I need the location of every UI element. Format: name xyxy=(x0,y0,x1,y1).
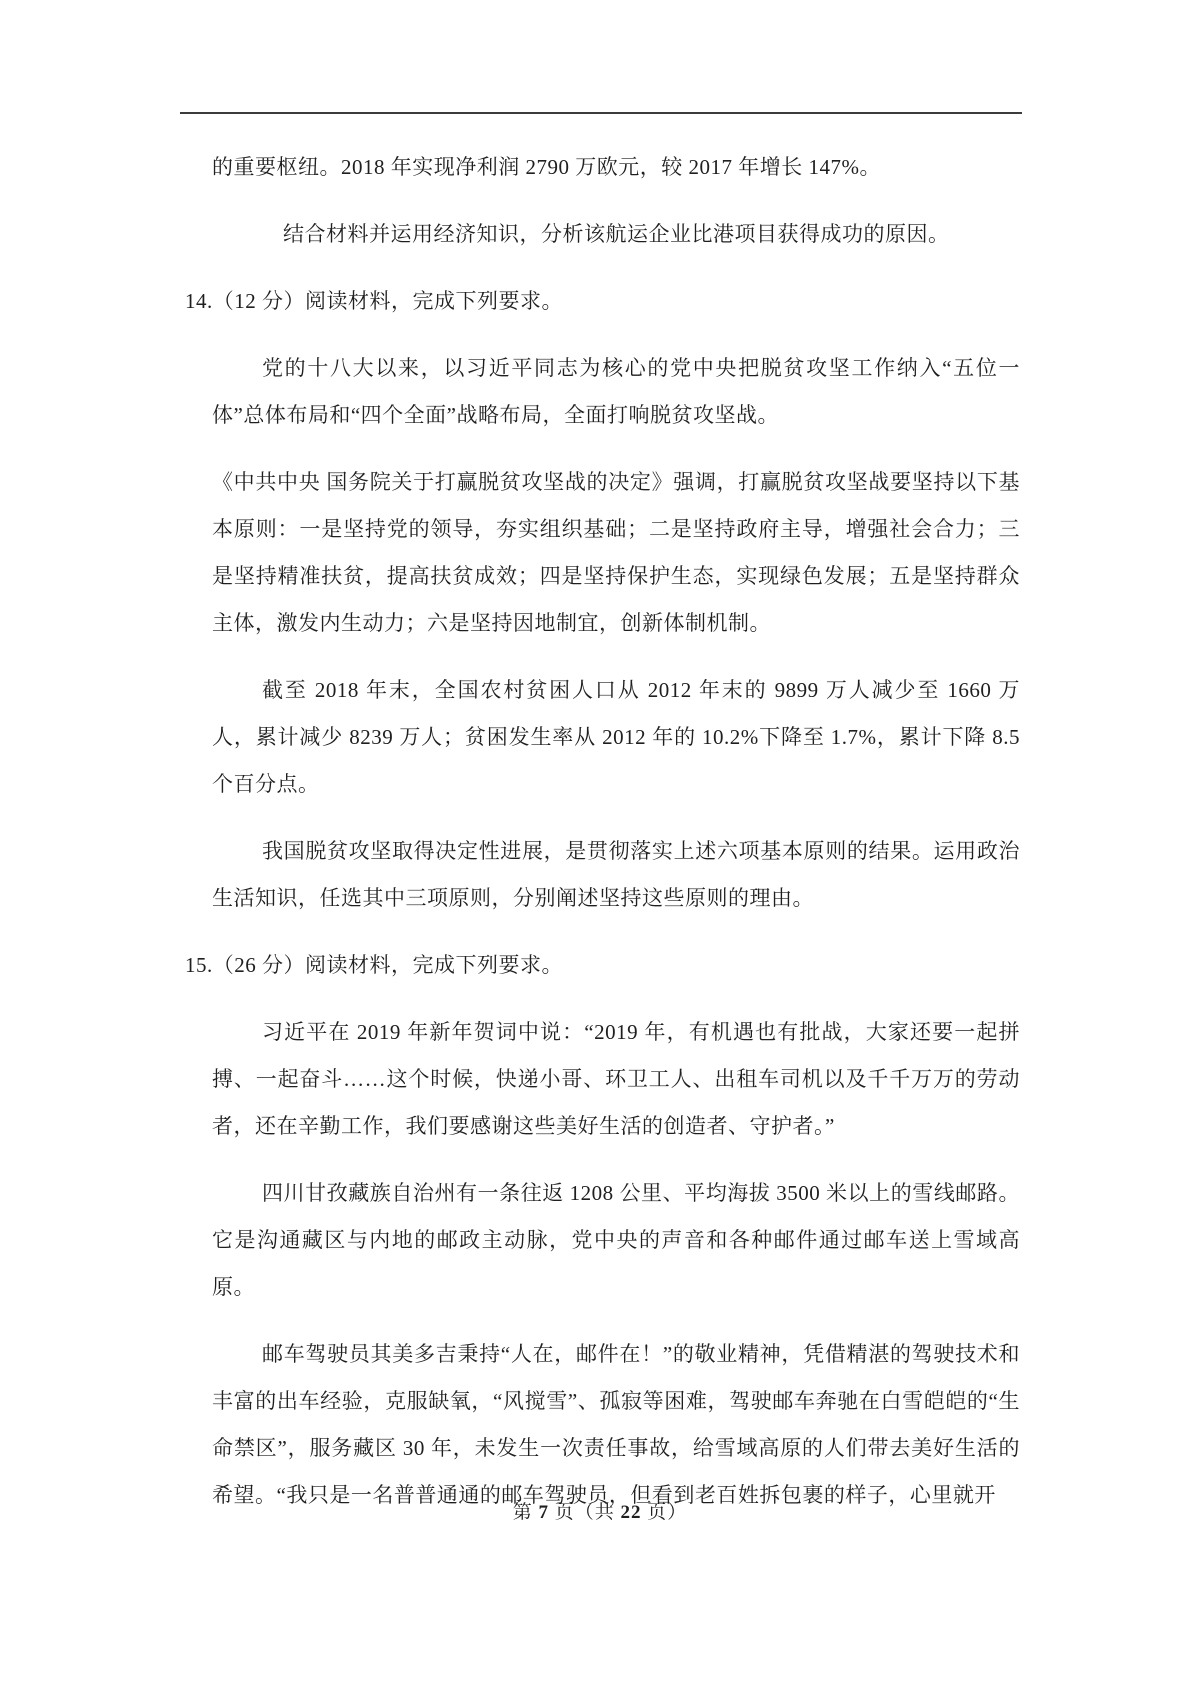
footer-prefix-label: 第 xyxy=(512,1502,539,1523)
question-13-task-paragraph: 结合材料并运用经济知识，分析该航运企业比港项目获得成功的原因。 xyxy=(283,222,950,246)
total-page-count: 22 xyxy=(620,1502,642,1523)
current-page-number: 7 xyxy=(538,1502,549,1523)
footer-suffix-label: 页） xyxy=(641,1502,688,1523)
question-15-material-paragraph-3: 邮车驾驶员其美多吉秉持“人在，邮件在！”的敬业精神，凭借精湛的驾驶技术和丰富的出车经验，克服缺氧，“风搅雪”、孤寂等困难，驾驶邮车奔驰在白雪皑皑的“生命禁区”，服务藏区 30 年，未发生一次责任事故，给雪域高原的人们带去美好生活的希望。“我只是一名普普通通的邮车驾驶员，但看到老百姓拆包裹的样子，心里就开 xyxy=(212,1342,1020,1507)
question-14-material-paragraph-2: 《中共中央 国务院关于打赢脱贫攻坚战的决定》强调，打赢脱贫攻坚战要坚持以下基本原则：一是坚持党的领导，夯实组织基础；二是坚持政府主导，增强社会合力；三是坚持精准扶贫，提高扶贫成效；四是坚持保护生态，实现绿色发展；五是坚持群众主体，激发内生动力；六是坚持因地制宜，创新体制机制。 xyxy=(212,470,1020,635)
question-14-material-paragraph-3: 截至 2018 年末，全国农村贫困人口从 2012 年末的 9899 万人减少至 1660 万人，累计减少 8239 万人；贫困发生率从 2012 年的 10.2%下降至 1.7%，累计下降 8.5 个百分点。 xyxy=(212,678,1020,796)
question-15-material-paragraph-1: 习近平在 2019 年新年贺词中说：“2019 年，有机遇也有批战，大家还要一起拼搏、一起奋斗……这个时候，快递小哥、环卫工人、出租车司机以及千千万万的劳动者，还在辛勤工作，我们要感谢这些美好生活的创造者、守护者。” xyxy=(212,1020,1020,1138)
question-15-material-paragraph-2: 四川甘孜藏族自治州有一条往返 1208 公里、平均海拔 3500 米以上的雪线邮路。它是沟通藏区与内地的邮政主动脉，党中央的声音和各种邮件通过邮车送上雪域高原。 xyxy=(212,1181,1020,1299)
page-body-text xyxy=(185,144,1020,1539)
paragraph-continuation: 的重要枢纽。2018 年实现净利润 2790 万欧元，较 2017 年增长 147%。 xyxy=(212,155,881,179)
page-footer xyxy=(0,1500,1200,1526)
header-divider-rule xyxy=(180,112,1022,114)
question-14-header: 14.（12 分）阅读材料，完成下列要求。 xyxy=(185,289,563,313)
question-14-task-paragraph: 我国脱贫攻坚取得决定性进展，是贯彻落实上述六项基本原则的结果。运用政治生活知识，任选其中三项原则，分别阐述坚持这些原则的理由。 xyxy=(212,839,1020,910)
question-14-material-paragraph-1: 党的十八大以来，以习近平同志为核心的党中央把脱贫攻坚工作纳入“五位一体”总体布局和“四个全面”战略布局，全面打响脱贫攻坚战。 xyxy=(212,356,1020,427)
question-15-header: 15.（26 分）阅读材料，完成下列要求。 xyxy=(185,953,563,977)
footer-middle-label: 页（共 xyxy=(548,1502,621,1523)
